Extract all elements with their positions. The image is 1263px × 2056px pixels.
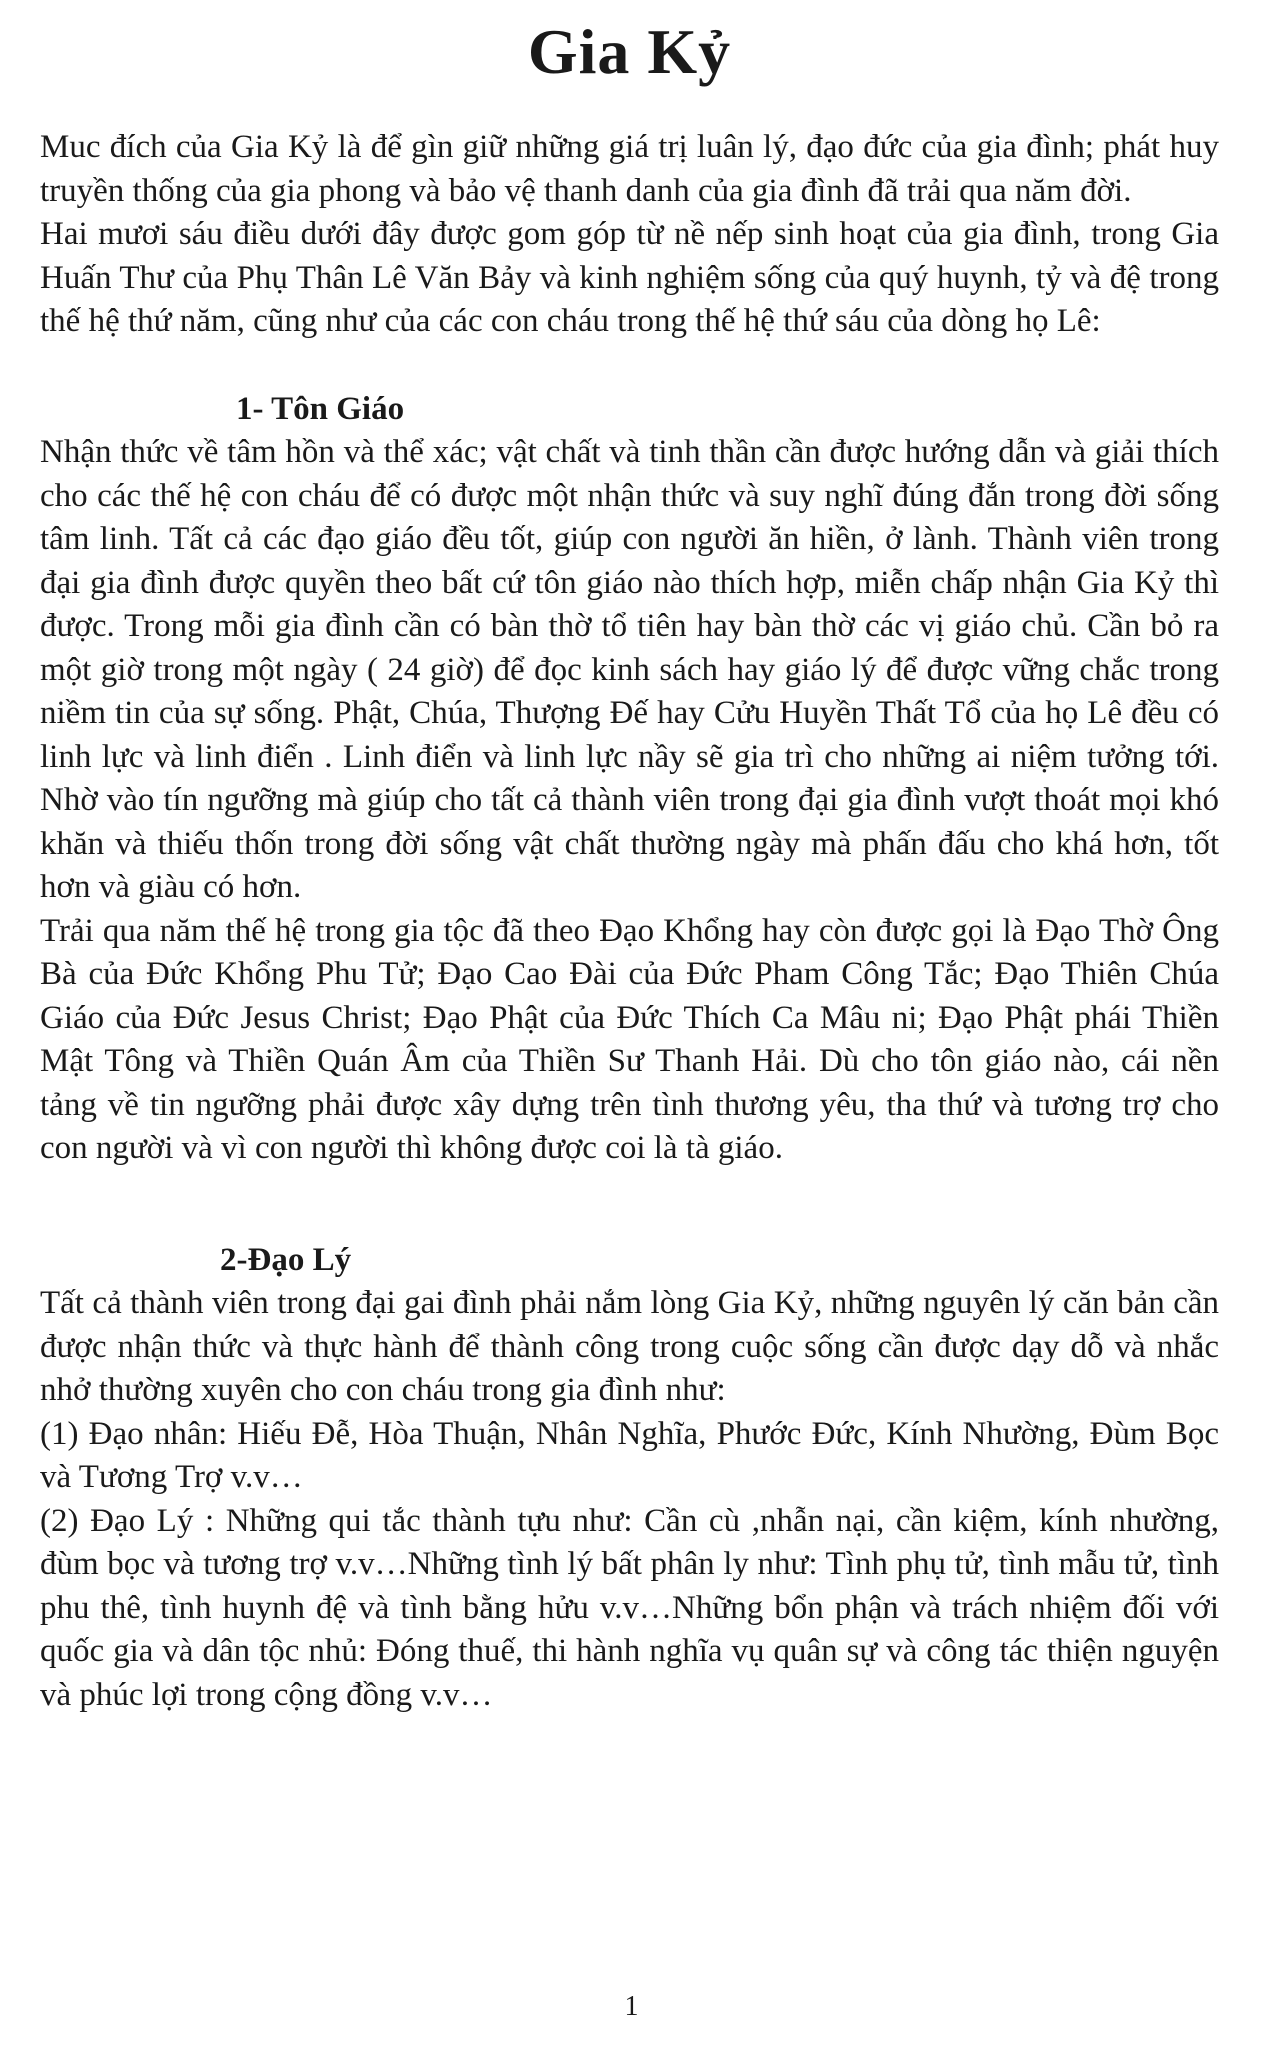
section-paragraph: (2) Đạo Lý : Những qui tắc thành tựu như: Cần cù ,nhẫn nại, cần kiệm, kính nhường, đùm bọc và tương trợ v.v…Những tình lý bất phân ly như: Tình phụ tử, tình mẫu tử, tình phu thê, tình huynh đệ và tình bằng hửu v.v…Những bổn phận và trách nhiệm đối với quốc gia và dân tộc nhủ: Đóng thuế, thi hành nghĩa vụ quân sự và công tác thiện nguyện và phúc lợi trong cộng đồng v.v…	[40, 1502, 1219, 1713]
section-heading-ton-giao: 1- Tôn Giáo	[236, 390, 405, 427]
intro-paragraph: Hai mươi sáu điều dưới đây được gom góp từ nề nếp sinh hoạt của gia đình, trong Gia Huấn Thư của Phụ Thân Lê Văn Bảy và kinh nghiệm sống của quý huynh, tỷ và đệ trong thế hệ thứ năm, cũng như của các con cháu trong thế hệ thứ sáu của dòng họ Lê:	[40, 216, 1219, 339]
section-heading-dao-ly: 2-Đạo Lý	[220, 1241, 352, 1278]
section-paragraph: Tất cả thành viên trong đại gai đình phải nắm lòng Gia Kỷ, những nguyên lý căn bản cần được nhận thức và thực hành để thành công trong cuộc sống cần được dạy dỗ và nhắc nhở thường xuyên cho con cháu trong gia đình như:	[40, 1285, 1219, 1408]
section-paragraph: (1) Đạo nhân: Hiếu Đễ, Hòa Thuận, Nhân Nghĩa, Phước Đức, Kính Nhường, Đùm Bọc và Tương Trợ v.v…	[40, 1415, 1219, 1495]
page-number: 1	[624, 1991, 639, 2022]
section-paragraph: Trải qua năm thế hệ trong gia tộc đã theo Đạo Khổng hay còn được gọi là Đạo Thờ Ông Bà của Đức Khổng Phu Tử; Đạo Cao Đài của Đức Pham Công Tắc; Đạo Thiên Chúa Giáo của Đức Jesus Christ; Đạo Phật của Đức Thích Ca Mâu ni; Đạo Phật phái Thiền Mật Tông và Thiền Quán Âm của Thiền Sư Thanh Hải. Dù cho tôn giáo nào, cái nền tảng về tin ngưỡng phải được xây dựng trên tình thương yêu, tha thứ và tương trợ cho con người và vì con người thì không được coi là tà giáo.	[40, 912, 1219, 1166]
page-title: Gia Kỷ	[527, 16, 732, 87]
intro-paragraph: Muc đích của Gia Kỷ là để gìn giữ những giá trị luân lý, đạo đức của gia đình; phát huy truyền thống của gia phong và bảo vệ thanh danh của gia đình đã trải qua năm đời.	[40, 129, 1219, 209]
section-paragraph: Nhận thức về tâm hồn và thể xác; vật chất và tinh thần cần được hướng dẫn và giải thích cho các thế hệ con cháu để có được một nhận thức và suy nghĩ đúng đắn trong đời sống tâm linh. Tất cả các đạo giáo đều tốt, giúp con người ăn hiền, ở lành. Thành viên trong đại gia đình được quyền theo bất cứ tôn giáo nào thích hợp, miễn chấp nhận Gia Kỷ thì được. Trong mỗi gia đình cần có bàn thờ tổ tiên hay bàn thờ các vị giáo chủ. Cần bỏ ra một giờ trong một ngày ( 24 giờ) để đọc kinh sách hay giáo lý để được vững chắc trong niềm tin của sự sống. Phật, Chúa, Thượng Đế hay Cửu Huyền Thất Tổ của họ Lê đều có linh lực và linh điển . Linh điển và linh lực nầy sẽ gia trì cho những ai niệm tưởng tới. Nhờ vào tín ngưỡng mà giúp cho tất cả thành viên trong đại gia đình vượt thoát mọi khó khăn và thiếu thốn trong đời sống vật chất thường ngày mà phấn đấu cho khá hơn, tốt hơn và giàu có hơn.	[40, 434, 1219, 905]
